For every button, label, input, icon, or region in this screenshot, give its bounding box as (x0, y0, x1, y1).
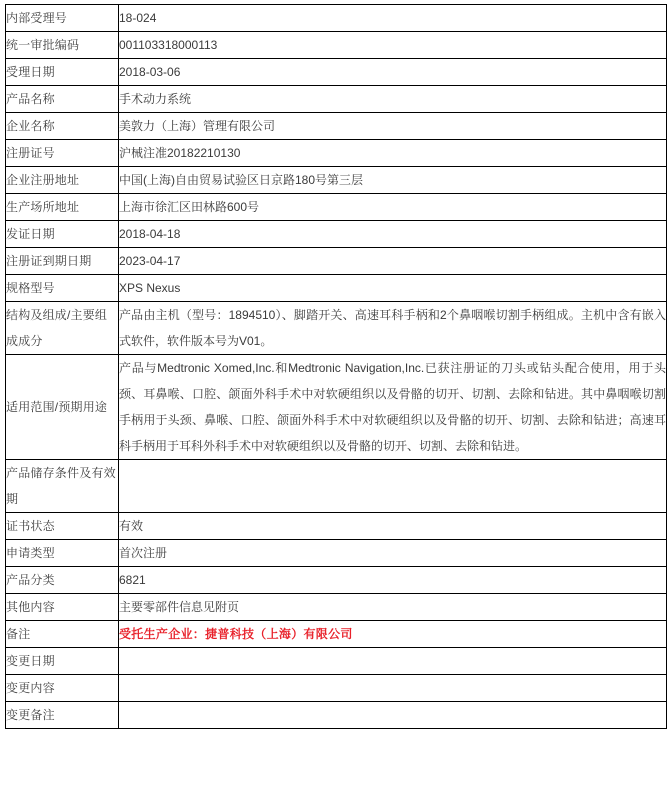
row-value-cell (119, 302, 667, 355)
row-label-cell (6, 275, 119, 302)
row-value-text: 首次注册 (119, 546, 168, 560)
row-value-text: 产品由主机（型号：1894510）、脚踏开关、高速耳科手柄和2个鼻咽喉切割手柄组成。主机中含有嵌入式软件，软件版本号为V01。 (119, 308, 666, 348)
row-value-cell (119, 621, 667, 648)
row-label-cell (6, 540, 119, 567)
row-label-cell (6, 648, 119, 675)
row-label-text: 产品分类 (6, 573, 55, 587)
row-label-text: 统一审批编码 (6, 38, 80, 52)
table-row (6, 302, 667, 355)
row-label-cell (6, 702, 119, 729)
row-value-cell (119, 567, 667, 594)
row-label-cell (6, 59, 119, 86)
row-label-text: 变更备注 (6, 708, 55, 722)
row-label-cell (6, 32, 119, 59)
row-value-cell (119, 275, 667, 302)
table-row (6, 248, 667, 275)
row-value-cell (119, 648, 667, 675)
row-value-cell (119, 513, 667, 540)
row-value-text: 6821 (119, 573, 146, 587)
table-row (6, 460, 667, 513)
row-value-text: 18-024 (119, 11, 157, 25)
row-value-text: 001103318000113 (119, 38, 218, 52)
table-row (6, 275, 667, 302)
row-label-text: 规格型号 (6, 281, 55, 295)
row-label-cell (6, 86, 119, 113)
table-row (6, 32, 667, 59)
row-label-cell (6, 167, 119, 194)
row-value-text: 手术动力系统 (119, 92, 192, 106)
row-label-cell (6, 355, 119, 460)
row-label-cell (6, 221, 119, 248)
table-row (6, 540, 667, 567)
table-row (6, 702, 667, 729)
row-value-text: 有效 (119, 519, 144, 533)
row-value-cell (119, 32, 667, 59)
row-value-cell (119, 702, 667, 729)
row-label-cell (6, 594, 119, 621)
table-row (6, 167, 667, 194)
row-label-text: 适用范围/预期用途 (6, 400, 108, 414)
row-value-cell (119, 221, 667, 248)
row-label-text: 变更日期 (6, 654, 55, 668)
row-value-text: 美敦力（上海）管理有限公司 (119, 119, 276, 133)
row-label-cell (6, 302, 119, 355)
row-value-cell (119, 540, 667, 567)
registration-record-table (5, 4, 667, 729)
row-label-text: 产品储存条件及有效期 (6, 466, 116, 506)
row-label-text: 其他内容 (6, 600, 55, 614)
row-value-cell (119, 355, 667, 460)
row-value-cell (119, 194, 667, 221)
row-value-cell (119, 594, 667, 621)
row-label-cell (6, 140, 119, 167)
row-value-text: 主要零部件信息见附页 (119, 600, 240, 614)
row-label-cell (6, 567, 119, 594)
table-row (6, 86, 667, 113)
row-value-text-highlight: 受托生产企业：捷普科技（上海）有限公司 (119, 627, 353, 641)
table-row (6, 594, 667, 621)
table-row (6, 648, 667, 675)
table-row (6, 621, 667, 648)
row-value-cell (119, 460, 667, 513)
row-label-text: 发证日期 (6, 227, 55, 241)
row-label-cell (6, 621, 119, 648)
row-label-cell (6, 113, 119, 140)
row-value-text: 2018-03-06 (119, 65, 181, 79)
row-label-cell (6, 194, 119, 221)
table-row (6, 113, 667, 140)
table-row (6, 59, 667, 86)
row-value-cell (119, 5, 667, 32)
row-label-cell (6, 5, 119, 32)
table-row (6, 567, 667, 594)
table-row (6, 5, 667, 32)
row-value-cell (119, 113, 667, 140)
row-value-cell (119, 675, 667, 702)
row-label-text: 企业注册地址 (6, 173, 80, 187)
table-body (6, 5, 667, 729)
row-label-cell (6, 248, 119, 275)
row-label-cell (6, 675, 119, 702)
row-label-text: 注册证到期日期 (6, 254, 92, 268)
row-label-text: 生产场所地址 (6, 200, 80, 214)
row-label-text: 企业名称 (6, 119, 55, 133)
row-value-cell (119, 167, 667, 194)
row-value-text: 2023-04-17 (119, 254, 181, 268)
row-value-text: 上海市徐汇区田林路600号 (119, 200, 260, 214)
table-row (6, 513, 667, 540)
row-value-cell (119, 86, 667, 113)
row-value-cell (119, 59, 667, 86)
row-value-cell (119, 248, 667, 275)
row-value-text: XPS Nexus (119, 281, 181, 295)
table-row (6, 675, 667, 702)
table-row (6, 221, 667, 248)
row-value-text: 2018-04-18 (119, 227, 181, 241)
row-label-cell (6, 513, 119, 540)
row-label-text: 结构及组成/主要组成成分 (6, 308, 108, 348)
row-label-text: 内部受理号 (6, 11, 68, 25)
row-label-text: 受理日期 (6, 65, 55, 79)
row-value-text: 沪械注准20182210130 (119, 146, 241, 160)
table-row (6, 355, 667, 460)
table-row (6, 194, 667, 221)
row-label-text: 变更内容 (6, 681, 55, 695)
row-value-text: 中国(上海)自由贸易试验区日京路180号第三层 (119, 173, 364, 187)
row-label-text: 申请类型 (6, 546, 55, 560)
table-row (6, 140, 667, 167)
row-label-text: 备注 (6, 627, 31, 641)
row-label-text: 证书状态 (6, 519, 55, 533)
row-label-text: 注册证号 (6, 146, 55, 160)
row-value-text: 产品与Medtronic Xomed,Inc.和Medtronic Navigation,Inc.已获注册证的刀头或钻头配合使用，用于头颈、耳鼻喉、口腔、颌面外科手术中对软硬组织以及骨骼的切开、切割、去除和钻进。其中鼻咽喉切割手柄用于头颈、鼻喉、口腔、颌面外科手术中对软硬组织以及骨骼的切开、切割、去除和钻进；高速耳科手柄用于耳科外科手术中对软硬组织以及骨骼的切开、切割、去除和钻进。 (119, 361, 666, 453)
row-label-cell (6, 460, 119, 513)
row-value-cell (119, 140, 667, 167)
row-label-text: 产品名称 (6, 92, 55, 106)
